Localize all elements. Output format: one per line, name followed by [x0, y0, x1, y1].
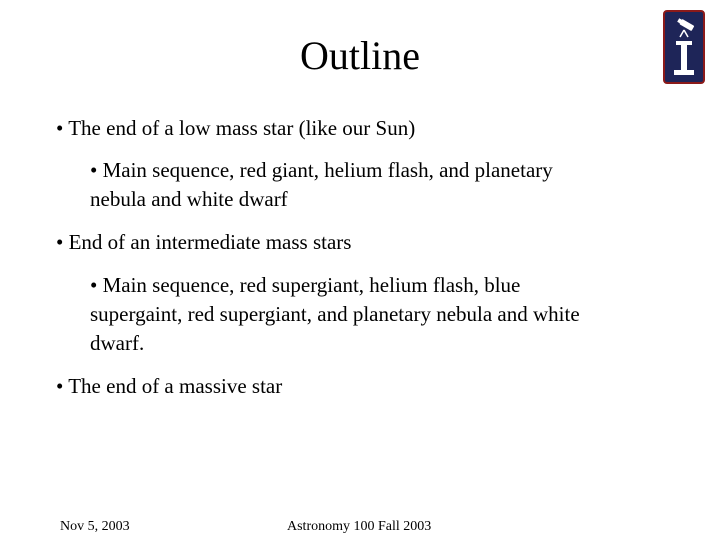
- university-logo-icon: [663, 10, 705, 84]
- bullet-line: • The end of a low mass star (like our Sun): [56, 116, 416, 140]
- bullet-line: • Main sequence, red giant, helium flash, and planetary: [90, 158, 553, 182]
- bullet-line: supergaint, red supergiant, and planetary nebula and white: [90, 302, 580, 326]
- sub-bullet-intermediate-stages: [90, 271, 580, 358]
- bullet-line: nebula and white dwarf: [90, 187, 288, 211]
- footer-course: Astronomy 100 Fall 2003: [287, 519, 432, 534]
- bullet-line: • Main sequence, red supergiant, helium flash, blue: [90, 273, 521, 297]
- slide-title: Outline: [300, 33, 420, 78]
- bullet-low-mass-star: [56, 114, 415, 143]
- bullet-intermediate-mass-star: [56, 228, 351, 257]
- bullet-line: • The end of a massive star: [56, 374, 283, 398]
- bullet-massive-star: [56, 372, 282, 401]
- bullet-line: • End of an intermediate mass stars: [56, 230, 352, 254]
- sub-bullet-low-mass-stages: [90, 156, 553, 214]
- bullet-line: dwarf.: [90, 331, 145, 355]
- footer-date: Nov 5, 2003: [60, 519, 130, 534]
